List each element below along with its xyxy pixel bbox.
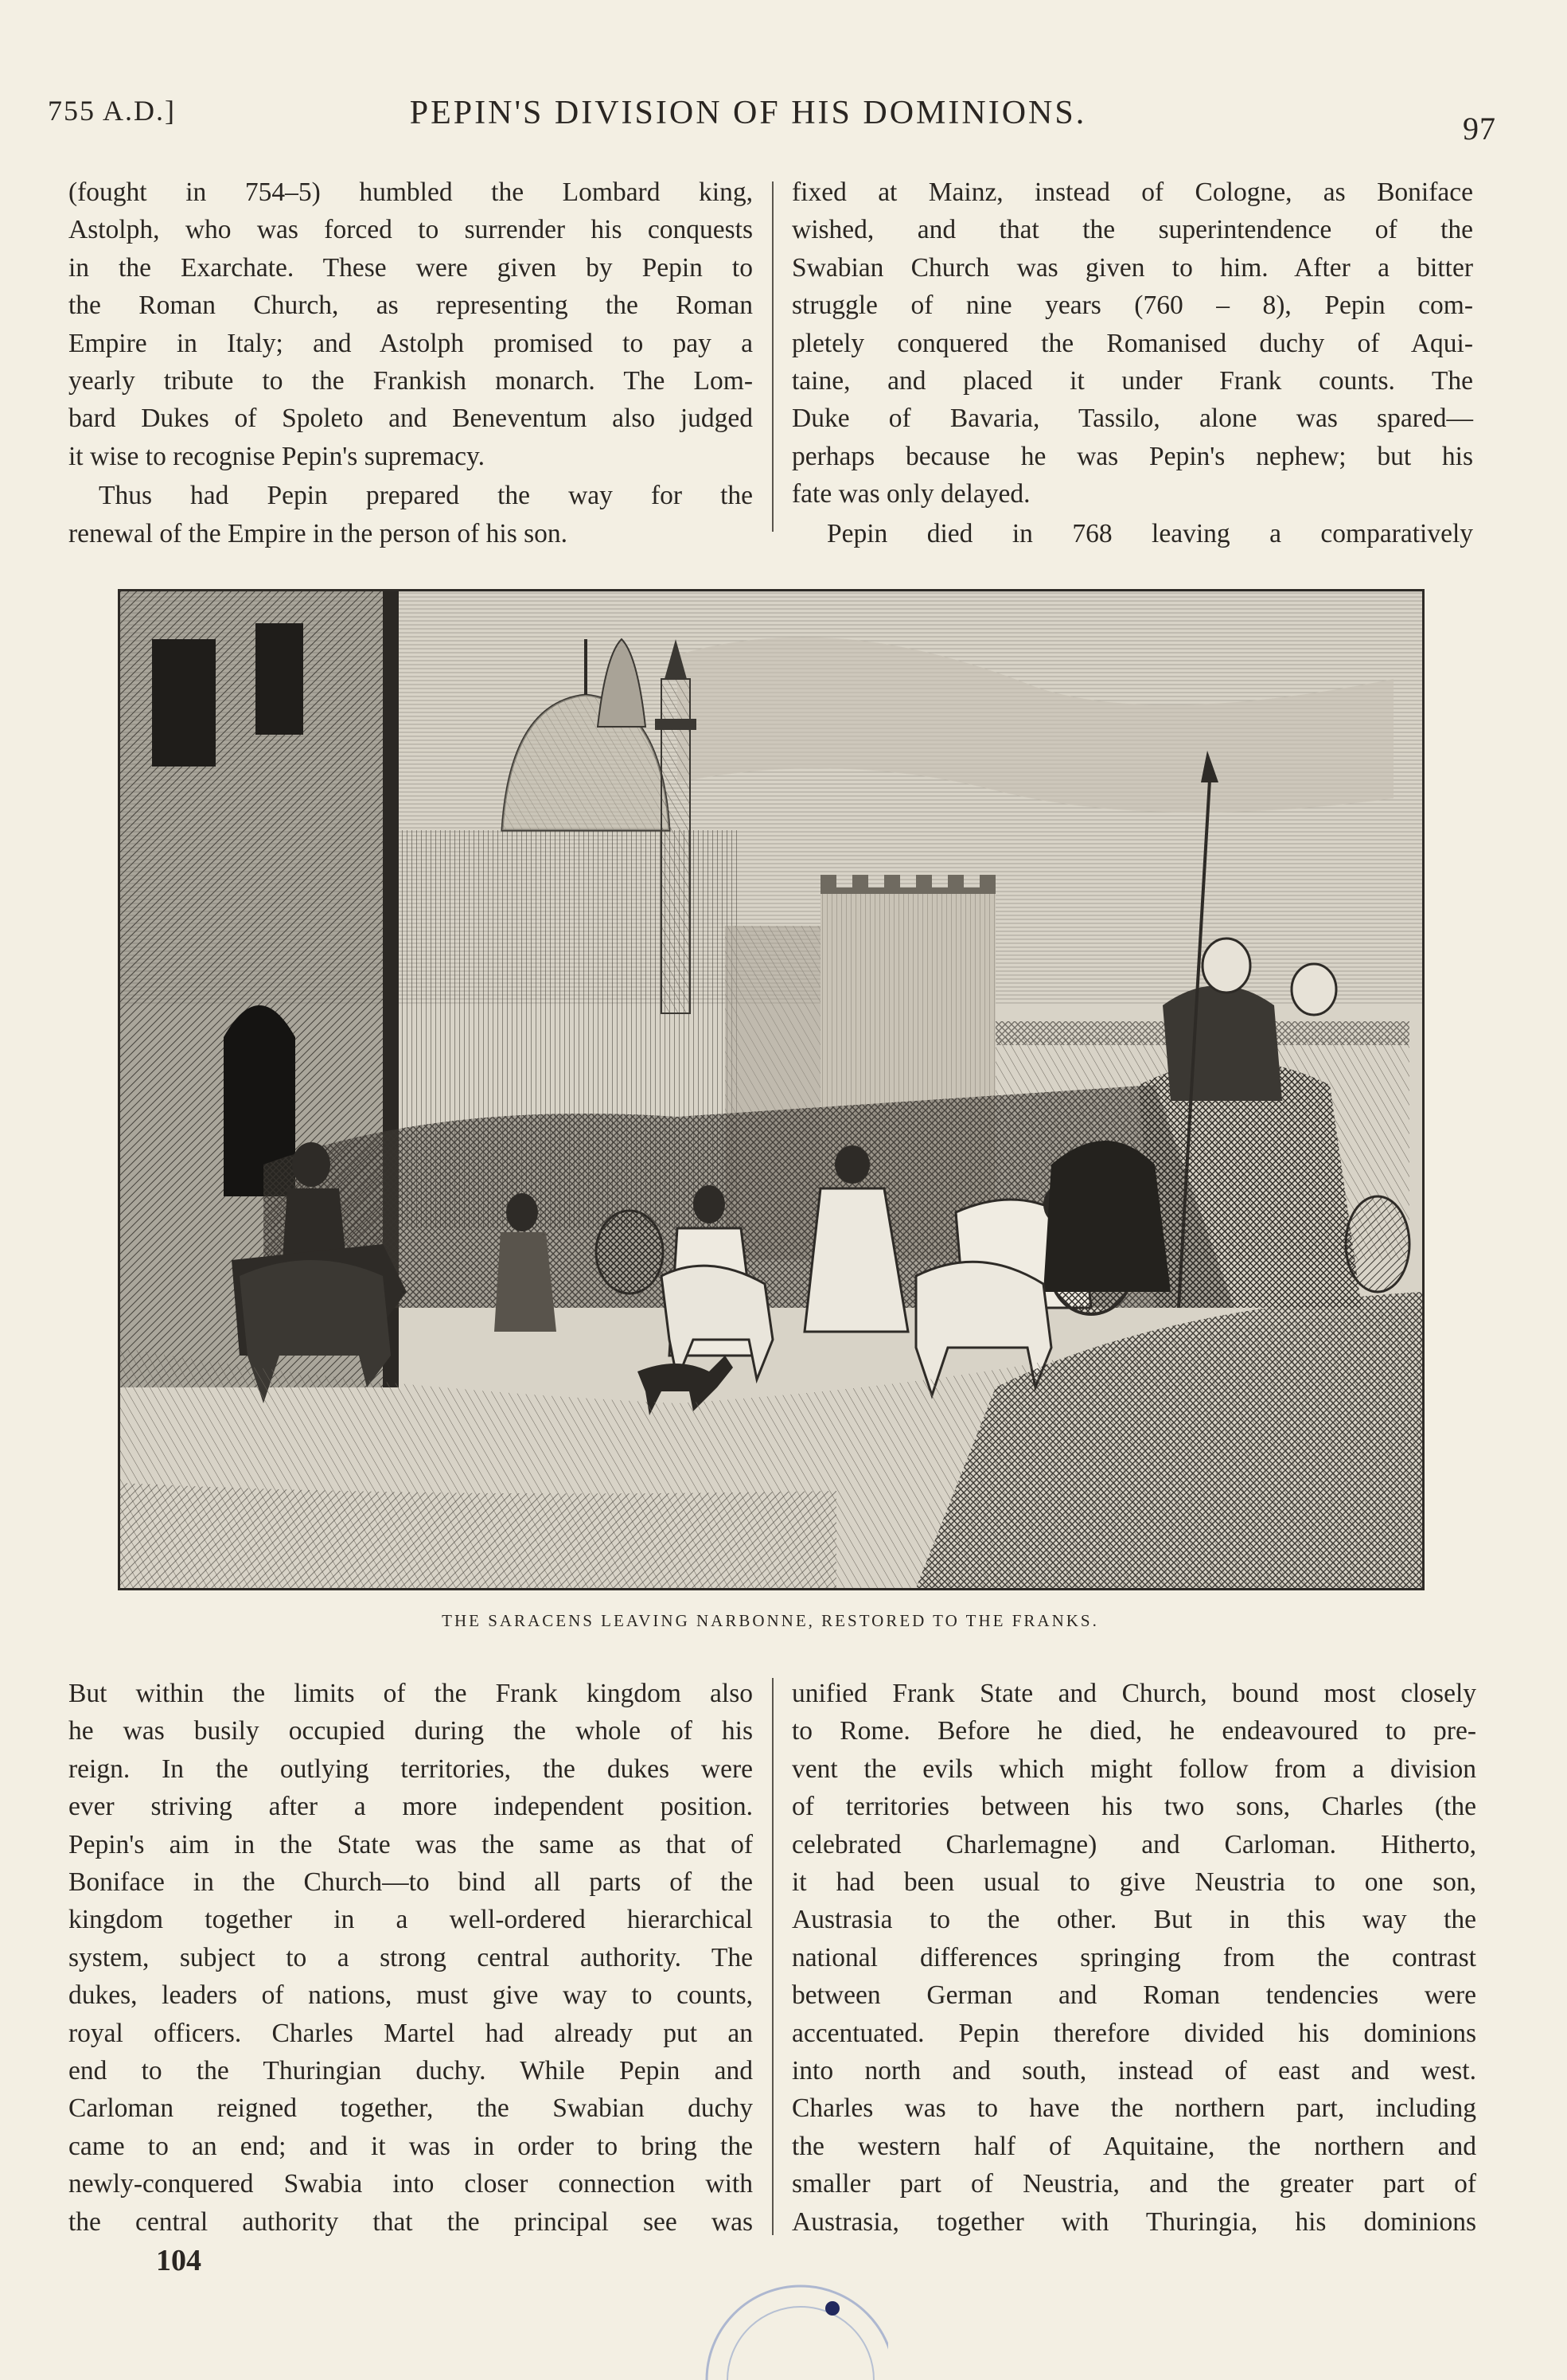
- running-header: [48, 94, 1496, 146]
- text-line: unified Frank State and Church, bound most closely: [792, 1679, 1476, 1708]
- text-line: of territories between his two sons, Charles (the: [792, 1792, 1476, 1822]
- text-line: bard Dukes of Spoleto and Beneventum also judged: [68, 404, 753, 434]
- text-line: Pepin's aim in the State was the same as that of: [68, 1829, 753, 1859]
- text-line: struggle of nine years (760 – 8), Pepin com-: [792, 291, 1473, 321]
- text-line: reign. In the outlying territories, the dukes were: [68, 1754, 753, 1784]
- text-line: yearly tribute to the Frankish monarch. The Lom-: [68, 366, 753, 396]
- text-line: into north and south, instead of east and west.: [792, 2056, 1476, 2086]
- text-line: fate was only delayed.: [792, 479, 1031, 509]
- text-line: Boniface in the Church—to bind all parts of the: [68, 1867, 753, 1898]
- paragraph: [792, 1675, 1476, 2241]
- text-line: end to the Thuringian duchy. While Pepin and: [68, 2056, 753, 2086]
- text-line: Swabian Church was given to him. After a bitter: [792, 252, 1473, 283]
- text-line: renewal of the Empire in the person of his son.: [68, 518, 568, 548]
- text-line: it wise to recognise Pepin's supremacy.: [68, 441, 485, 471]
- text-line: Astolph, who was forced to surrender his conquests: [68, 215, 753, 245]
- text-line: Charles was to have the northern part, including: [792, 2093, 1476, 2124]
- column-divider: [772, 181, 774, 532]
- text-line: newly-conquered Swabia into closer connection with: [68, 2169, 753, 2199]
- text-line: Empire in Italy; and Astolph promised to pay a: [68, 328, 753, 358]
- text-line: ever striving after a more independent position.: [68, 1792, 753, 1822]
- engraving-illustration: [118, 589, 1425, 1590]
- text-line: between German and Roman tendencies were: [792, 1980, 1476, 2011]
- text-line: the western half of Aquitaine, the northern and: [792, 2131, 1476, 2161]
- paragraph: [792, 174, 1473, 513]
- text-line: in the Exarchate. These were given by Pepin to: [68, 252, 753, 283]
- text-line: national differences springing from the contrast: [792, 1942, 1476, 1972]
- text-line: smaller part of Neustria, and the greater part of: [792, 2169, 1476, 2199]
- text-line: (fought in 754–5) humbled the Lombard king,: [68, 178, 753, 207]
- text-line: Thus had Pepin prepared the way for the: [99, 481, 753, 511]
- illustration-caption: THE SARACENS LEAVING NARBONNE, RESTORED TO THE FRANKS.: [442, 1611, 1099, 1630]
- text-line: came to an end; and it was in order to bring the: [68, 2131, 753, 2161]
- text-line: the central authority that the principal see was: [68, 2206, 753, 2237]
- text-line: accentuated. Pepin therefore divided his dominions: [792, 2018, 1476, 2048]
- text-column-top-left: [68, 174, 753, 552]
- text-line: it had been usual to give Neustria to one son,: [792, 1867, 1476, 1898]
- text-line: system, subject to a strong central authority. The: [68, 1942, 753, 1972]
- folio-number: 104: [156, 2244, 201, 2277]
- text-line: Austrasia to the other. But in this way the: [792, 1905, 1476, 1935]
- text-line: vent the evils which might follow from a division: [792, 1754, 1476, 1784]
- text-line: dukes, leaders of nations, must give way to counts,: [68, 1980, 753, 2011]
- text-line: the Roman Church, as representing the Roman: [68, 291, 753, 321]
- text-line: to Rome. Before he died, he endeavoured to pre-: [792, 1716, 1476, 1746]
- text-line: Austrasia, together with Thuringia, his dominions: [792, 2206, 1476, 2237]
- text-column-bottom-left: [68, 1675, 753, 2241]
- text-line: Pepin died in 768 leaving a comparatively: [827, 518, 1473, 548]
- column-divider: [772, 1678, 774, 2235]
- header-title: PEPIN'S DIVISION OF HIS DOMINIONS.: [409, 95, 1087, 131]
- text-line: pletely conquered the Romanised duchy of Aqui-: [792, 328, 1473, 358]
- paragraph: [68, 174, 753, 475]
- header-date: 755 A.D.]: [48, 95, 176, 127]
- library-stamp: [681, 2261, 888, 2380]
- paragraph: [792, 515, 1473, 552]
- text-line: he was busily occupied during the whole of his: [68, 1716, 753, 1746]
- text-line: royal officers. Charles Martel had already put an: [68, 2018, 753, 2048]
- text-line: But within the limits of the Frank kingdom also: [68, 1679, 753, 1708]
- text-line: wished, and that the superintendence of the: [792, 215, 1473, 245]
- text-line: Duke of Bavaria, Tassilo, alone was spared—: [792, 404, 1473, 434]
- text-line: Carloman reigned together, the Swabian duchy: [68, 2093, 753, 2124]
- text-line: taine, and placed it under Frank counts. The: [792, 366, 1473, 396]
- paragraph: [68, 477, 753, 552]
- text-line: fixed at Mainz, instead of Cologne, as Boniface: [792, 178, 1473, 207]
- text-column-bottom-right: [792, 1675, 1476, 2241]
- paragraph: [68, 1675, 753, 2241]
- text-line: celebrated Charlemagne) and Carloman. Hitherto,: [792, 1829, 1476, 1859]
- text-column-top-right: [792, 174, 1473, 552]
- header-page-number: 97: [1463, 111, 1496, 146]
- text-line: kingdom together in a well-ordered hierarchical: [68, 1905, 753, 1935]
- text-line: perhaps because he was Pepin's nephew; but his: [792, 441, 1473, 471]
